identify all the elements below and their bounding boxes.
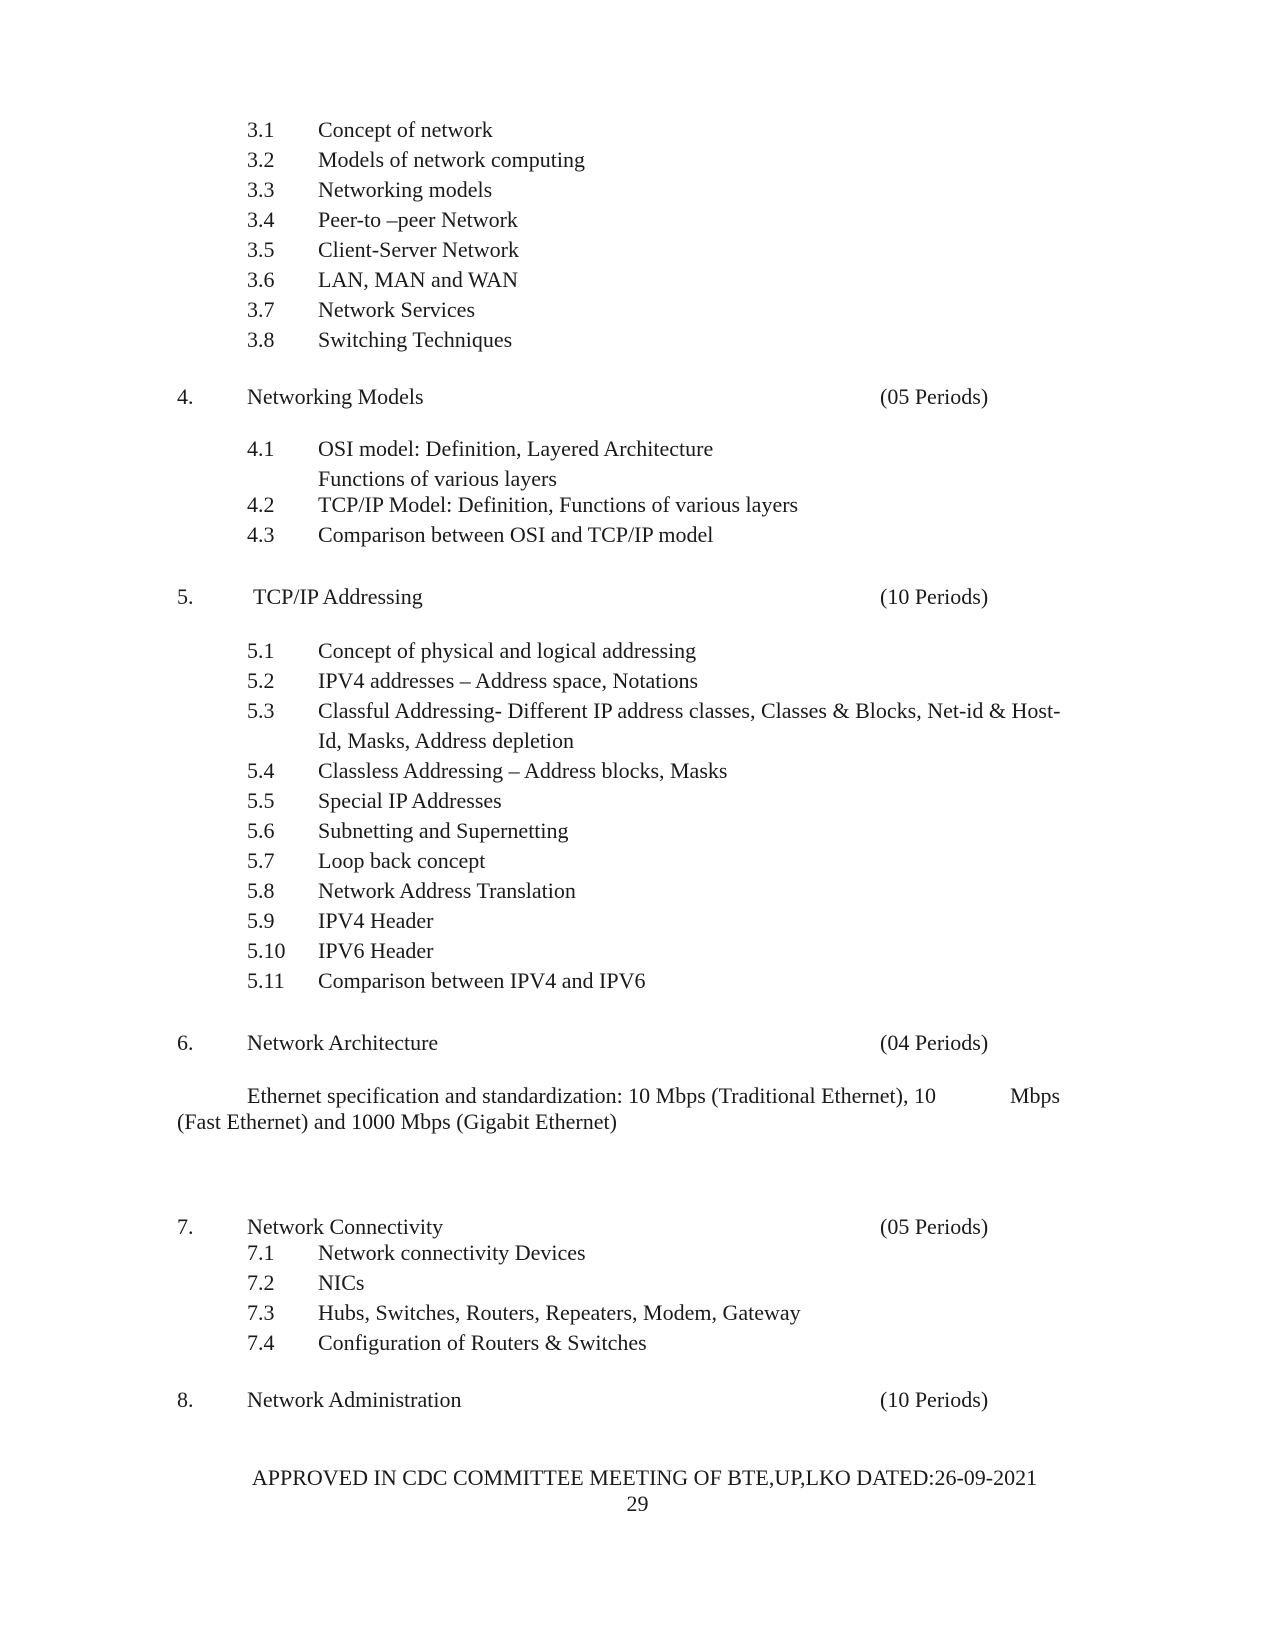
approval-notice: APPROVED IN CDC COMMITTEE MEETING OF BTE,UP,LKO DATED:26-09-2021	[251, 1465, 1038, 1490]
item-text: Concept of network	[318, 117, 493, 142]
item-text: Classless Addressing – Address blocks, Masks	[318, 758, 728, 783]
item-text: LAN, MAN and WAN	[318, 267, 519, 292]
section-number: 5.	[177, 584, 194, 609]
item-number: 3.3	[247, 177, 275, 202]
item-text: Comparison between OSI and TCP/IP model	[318, 522, 714, 547]
item-number: 5.8	[247, 878, 275, 903]
item-text: Networking models	[318, 177, 493, 202]
item-text: Network Address Translation	[318, 878, 576, 903]
item-number: 5.5	[247, 788, 275, 813]
item-number: 7.2	[247, 1270, 275, 1295]
item-text: Subnetting and Supernetting	[318, 818, 569, 843]
item-number: 5.3	[247, 698, 275, 723]
item-text: IPV4 Header	[318, 908, 434, 933]
section-title: Networking Models	[247, 384, 424, 409]
section-title: TCP/IP Addressing	[253, 584, 423, 609]
item-text: OSI model: Definition, Layered Architecture	[318, 436, 714, 461]
item-number: 4.3	[247, 522, 275, 547]
item-number: 4.1	[247, 436, 275, 461]
item-number: 3.2	[247, 147, 275, 172]
item-number: 5.9	[247, 908, 275, 933]
section-periods: (04 Periods)	[880, 1030, 989, 1055]
item-text: Network Services	[318, 297, 476, 322]
item-text: Peer-to –peer Network	[318, 207, 518, 232]
section-title: Network Connectivity	[247, 1214, 444, 1239]
section-title: Network Administration	[247, 1387, 462, 1412]
section-periods: (10 Periods)	[880, 1387, 989, 1412]
section-periods: (05 Periods)	[880, 1214, 989, 1239]
section-title: Network Architecture	[247, 1030, 439, 1055]
section-number: 4.	[177, 384, 194, 409]
section-number: 6.	[177, 1030, 194, 1055]
item-text: IPV6 Header	[318, 938, 434, 963]
item-text: Configuration of Routers & Switches	[318, 1330, 647, 1355]
item-number: 4.2	[247, 492, 275, 517]
item-text: Special IP Addresses	[318, 788, 502, 813]
item-number: 3.8	[247, 327, 275, 352]
item-number: 3.6	[247, 267, 275, 292]
item-text: NICs	[318, 1270, 365, 1295]
item-number: 5.1	[247, 638, 275, 663]
paragraph-line: Ethernet specification and standardization: 10 Mbps (Traditional Ethernet), 10	[247, 1083, 936, 1108]
item-number: 5.4	[247, 758, 275, 783]
item-text: Hubs, Switches, Routers, Repeaters, Modem, Gateway	[318, 1300, 801, 1325]
paragraph-line-end: Mbps	[1010, 1083, 1061, 1108]
item-number: 5.2	[247, 668, 275, 693]
page-number: 29	[626, 1491, 649, 1516]
item-text: Classful Addressing- Different IP address classes, Classes & Blocks, Net-id & Host-	[318, 698, 1061, 723]
item-number: 7.4	[247, 1330, 275, 1355]
item-number: 7.1	[247, 1240, 275, 1265]
item-number: 3.7	[247, 297, 275, 322]
item-number: 3.1	[247, 117, 275, 142]
item-text-continued: Id, Masks, Address depletion	[318, 728, 575, 753]
item-number: 5.10	[247, 938, 286, 963]
section-number: 8.	[177, 1387, 194, 1412]
item-text-continued: Functions of various layers	[318, 466, 557, 491]
item-text: Client-Server Network	[318, 237, 519, 262]
item-text: Network connectivity Devices	[318, 1240, 586, 1265]
item-text: Loop back concept	[318, 848, 486, 873]
item-number: 5.7	[247, 848, 275, 873]
item-text: IPV4 addresses – Address space, Notations	[318, 668, 699, 693]
item-text: Switching Techniques	[318, 327, 513, 352]
item-text: Comparison between IPV4 and IPV6	[318, 968, 646, 993]
item-number: 3.4	[247, 207, 275, 232]
item-number: 3.5	[247, 237, 275, 262]
section-periods: (05 Periods)	[880, 384, 989, 409]
item-text: Models of network computing	[318, 147, 586, 172]
section-number: 7.	[177, 1214, 194, 1239]
item-number: 5.11	[247, 968, 285, 993]
item-number: 7.3	[247, 1300, 275, 1325]
item-text: TCP/IP Model: Definition, Functions of various layers	[318, 492, 799, 517]
paragraph-line: (Fast Ethernet) and 1000 Mbps (Gigabit Ethernet)	[177, 1109, 617, 1134]
section-periods: (10 Periods)	[880, 584, 989, 609]
item-text: Concept of physical and logical addressing	[318, 638, 697, 663]
item-number: 5.6	[247, 818, 275, 843]
